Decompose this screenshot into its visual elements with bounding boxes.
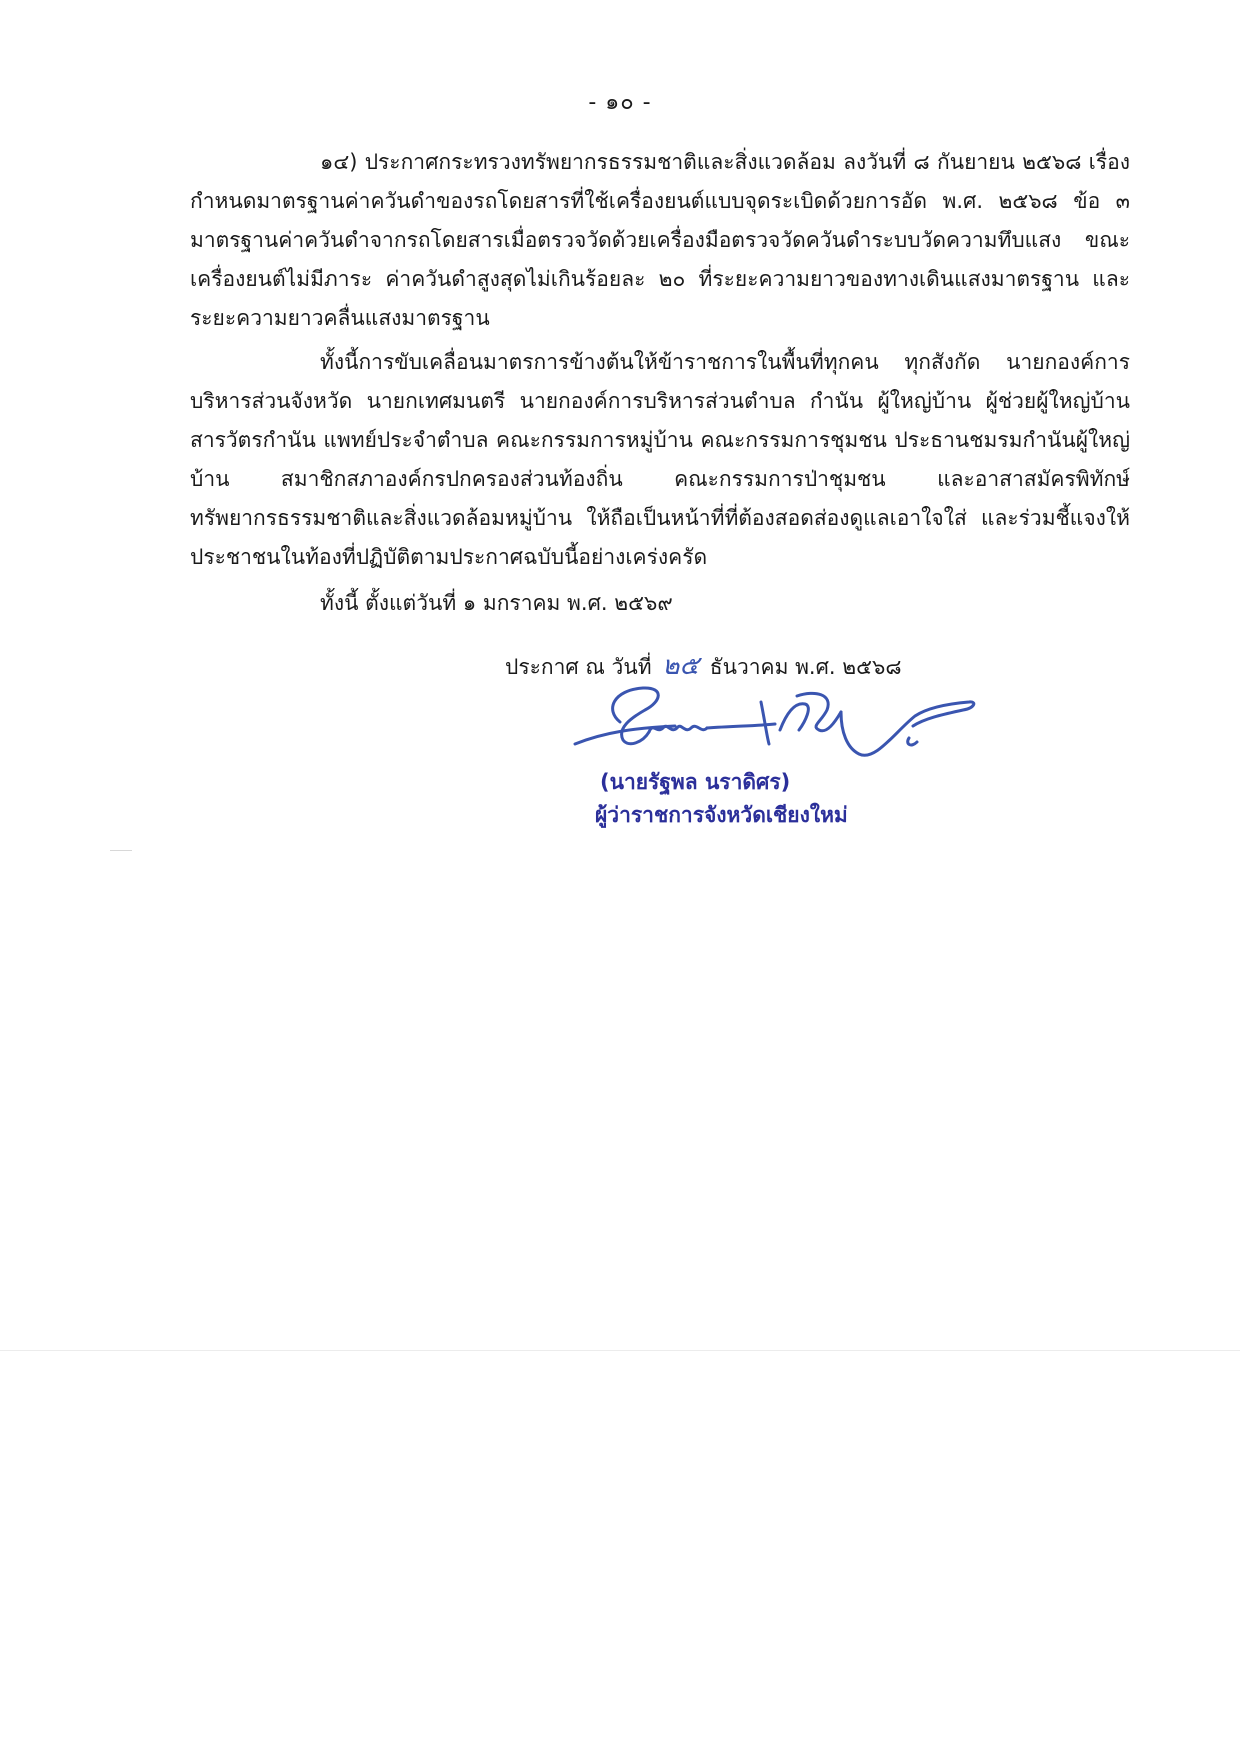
date-suffix: ธันวาคม พ.ศ. ๒๕๖๘ [709,655,902,679]
handwritten-signature [565,682,985,772]
signer-title: ผู้ว่าราชการจังหวัดเชียงใหม่ [595,803,848,827]
signer-name: (นายรัฐพล นราดิศร) [600,770,791,794]
handwritten-day: ๒๕ [662,651,700,681]
paragraph-effective-date: ทั้งนี้ ตั้งแต่วันที่ ๑ มกราคม พ.ศ. ๒๕๖๙ [320,591,673,615]
paragraph-implementation: ทั้งนี้การขับเคลื่อนมาตรการข้างต้นให้ข้าราชการในพื้นที่ทุกคน ทุกสังกัด นายกองค์การบริหารส่วนจังหวัด นายกเทศมนตรี นายกองค์การบริหารส่วนตำบล กำนัน ผู้ใหญ่บ้าน ผู้ช่วยผู้ใหญ่บ้าน สารวัตรกำนัน แพทย์ประจำตำบล คณะกรรมการหมู่บ้าน คณะกรรมการชุมชน ประธานชมรมกำนันผู้ใหญ่บ้าน สมาชิกสภาองค์กรปกครองส่วนท้องถิ่น คณะกรรมการป่าชุมชน และอาสาสมัครพิทักษ์ทรัพยากรธรรมชาติและสิ่งแวดล้อมหมู่บ้าน ให้ถือเป็นหน้าที่ที่ต้องสอดส่องดูแลเอาใจใส่ และร่วมชี้แจงให้ประชาชนในท้องที่ปฏิบัติตามประกาศฉบับนี้อย่างเคร่งครัด [190,350,1130,569]
page-number: - ๑๐ - [588,90,652,115]
scan-speck [110,850,132,851]
scan-fold-line [0,1350,1240,1351]
signature-block [505,652,1025,832]
date-prefix: ประกาศ ณ วันที่ [505,655,652,679]
paragraph-standard-14: ๑๔) ประกาศกระทรวงทรัพยากรธรรมชาติและสิ่งแวดล้อม ลงวันที่ ๘ กันยายน ๒๕๖๘ เรื่อง กำหนดมาตรฐานค่าควันดำของรถโดยสารที่ใช้เครื่องยนต์แบบจุดระเบิดด้วยการอัด พ.ศ. ๒๕๖๘ ข้อ ๓ มาตรฐานค่าควันดำจากรถโดยสารเมื่อตรวจวัดด้วยเครื่องมือตรวจวัดควันดำระบบวัดความทึบแสง ขณะเครื่องยนต์ไม่มีภาระ ค่าควันดำสูงสุดไม่เกินร้อยละ ๒๐ ที่ระยะความยาวของทางเดินแสงมาตรฐาน และระยะความยาวคลื่นแสงมาตรฐาน [190,150,1130,330]
announcement-date [505,652,902,681]
